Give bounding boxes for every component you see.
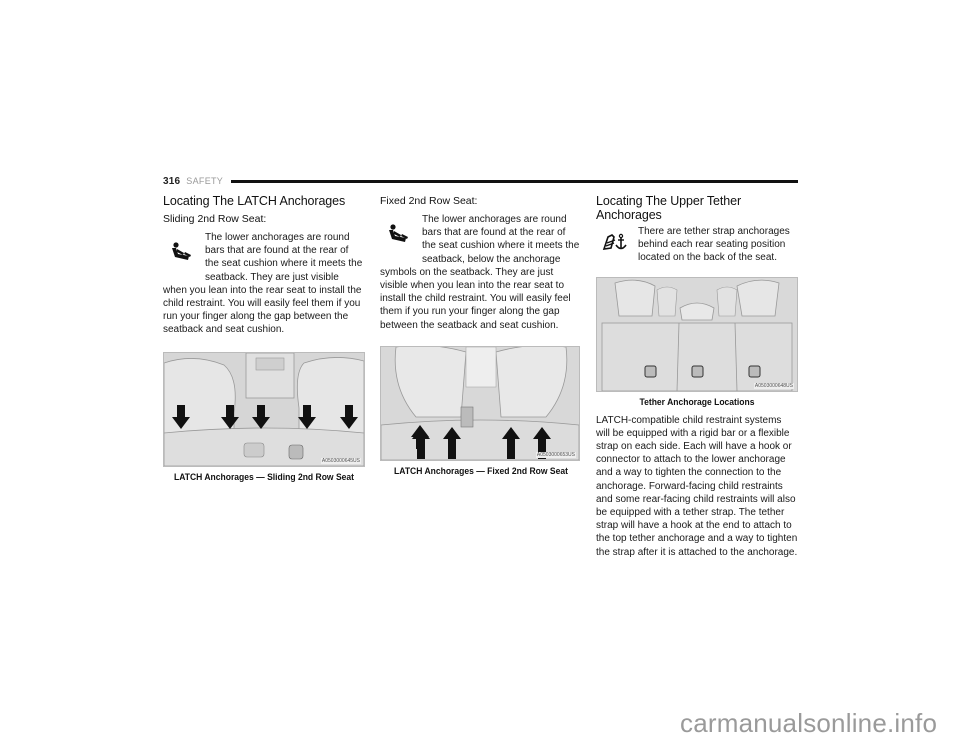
figure-caption: Tether Anchorage Locations [639,396,755,408]
column-upper-tether [596,192,798,559]
column-latch-fixed [380,192,582,477]
figure-latch-sliding [163,352,365,467]
child-seat-anchor-icon [380,213,422,253]
figure-caption: LATCH Anchorages — Fixed 2nd Row Seat [394,465,568,477]
figure-id: A0503000648US [754,382,793,389]
subheading-fixed-seat: Fixed 2nd Row Seat: [380,195,478,207]
heading-upper-tether: Locating The Upper Tether Anchorages [596,194,742,222]
figure-id: A0503000645US [321,457,360,464]
figure-caption: LATCH Anchorages — Sliding 2nd Row Seat [173,471,355,483]
watermark: carmanualsonline.info [680,708,938,738]
figure-latch-fixed [380,346,580,461]
column-latch-sliding [163,192,365,483]
figure-id: A0503000653US [536,451,575,458]
heading-locating-latch: Locating The LATCH Anchorages [163,194,346,208]
figure-tether-locations [596,277,798,392]
paragraph-fixed-seat: The lower anchorages are round bars that are found at the rear of the seat cushion where it meets the seatback, below the anchorage symbols on the seatback. They are just visible when you lean into the rear seat to install the child restraint. You will easily feel them if you run your finger along the gap between the seatback and seat cushion. [380,214,580,331]
subheading-sliding-seat: Sliding 2nd Row Seat: [163,213,267,225]
header-rule [231,180,798,183]
tether-intro: There are tether strap anchorages behind each rear seating position located on the back of the seat. [638,226,790,264]
paragraph-sliding-seat: The lower anchorages are round bars that are found at the rear of the seat cushion where it meets the seatback. They are just visible when you lean into the rear seat to install the child restraint. You will easily feel them if you run your finger along the gap between the seatback and seat cushion. [163,232,363,336]
page-number: 316 [163,175,181,187]
tether-anchor-icon [596,225,638,263]
section-title: SAFETY [186,176,224,186]
child-seat-anchor-icon [163,231,205,271]
paragraph-latch-compatible: LATCH-compatible child restraint systems will be equipped with a rigid bar or a flexible strap on each side. Each will have a hook or connector to attach to the lower anchorage and a way to tighten the connection to the anchorage. Forward-facing child restraints and some rear-facing child restraints will also be equipped with a tether strap. The tether strap will have a hook at the end to attach to the top tether anchorage and a way to tighten the strap after it is attached to the anchorage. [596,414,798,558]
page-header [163,174,798,188]
